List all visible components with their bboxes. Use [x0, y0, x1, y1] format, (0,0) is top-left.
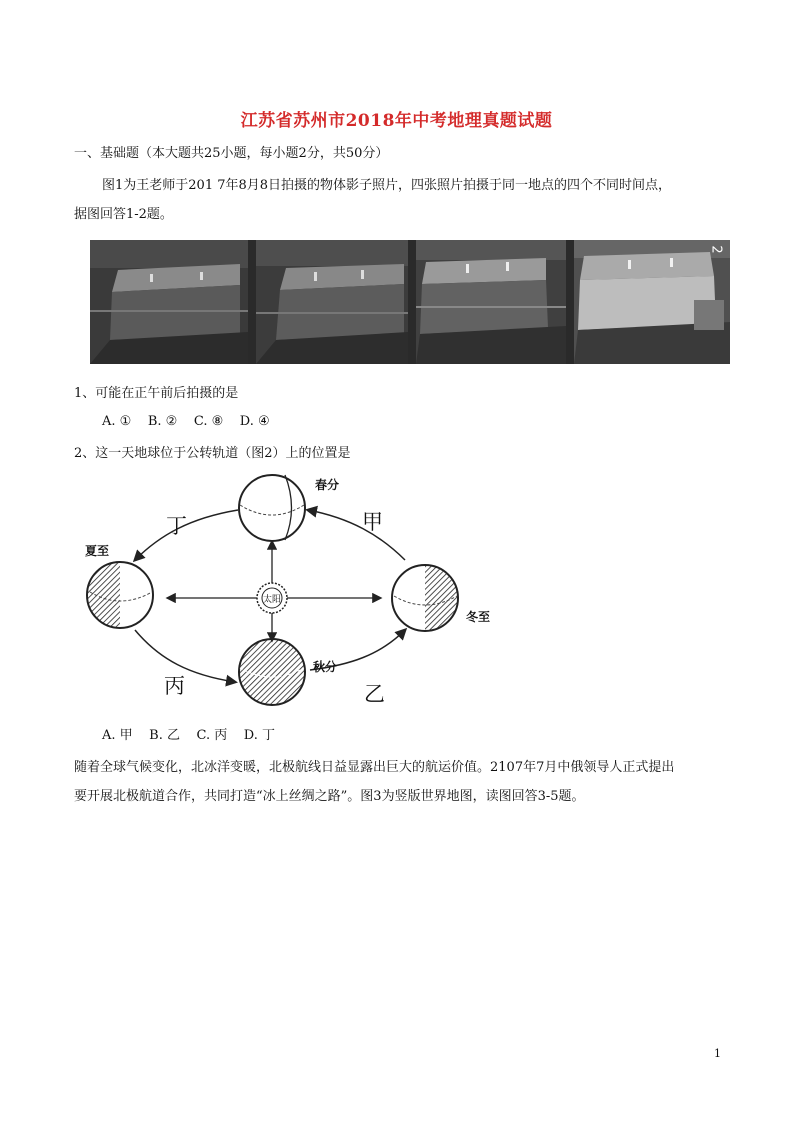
- label-winter-solstice: 冬至: [466, 610, 491, 624]
- photo-1: [90, 240, 248, 364]
- label-sun: 太阳: [263, 595, 282, 605]
- intro-text-line1: 图1为王老师于201 7年8月8日拍摄的物体影子照片，四张照片拍摄于同一地点的四个不同时间点，: [102, 178, 672, 193]
- intro-text-line2: 据图回答1-2题。: [74, 207, 173, 222]
- question-1: 1、可能在正午前后拍摄的是: [74, 386, 239, 401]
- question-2: 2、这一天地球位于公转轨道（图2）上的位置是: [74, 446, 351, 461]
- photo-3: [416, 240, 566, 364]
- photo-corner-mark: 2: [708, 245, 724, 254]
- page-number: 1: [714, 1047, 721, 1060]
- orbit-diagram-graphic: [80, 470, 520, 720]
- label-spring-equinox: 春分: [315, 478, 340, 492]
- label-jia: 甲: [362, 510, 383, 534]
- figure-1-photos: [90, 240, 730, 364]
- label-autumn-equinox: 秋分: [313, 660, 338, 674]
- photo-4: [574, 240, 730, 364]
- question-1-options: A. ① B. ② C. ⑧ D. ④: [102, 414, 270, 429]
- orbit-diagram: [80, 470, 520, 720]
- photo-2: [256, 240, 408, 364]
- label-summer-solstice: 夏至: [85, 544, 110, 558]
- section-heading: 一、基础题（本大题共25小题，每小题2分，共50分）: [74, 146, 389, 161]
- paragraph-line2: 要开展北极航道合作，共同打造“冰上丝绸之路”。图3为竖版世界地图，读图回答3-5题。: [74, 789, 585, 804]
- label-bing: 丙: [164, 674, 185, 698]
- label-yi: 乙: [364, 682, 385, 706]
- question-2-options: A. 甲 B. 乙 C. 丙 D. 丁: [102, 728, 276, 743]
- label-ding: 丁: [166, 514, 187, 538]
- page-title: 江苏省苏州市2018年中考地理真题试题: [240, 111, 553, 131]
- paragraph-line1: 随着全球气候变化，北冰洋变暖，北极航线日益显露出巨大的航运价值。2107年7月中俄领导人正式提出: [74, 760, 675, 775]
